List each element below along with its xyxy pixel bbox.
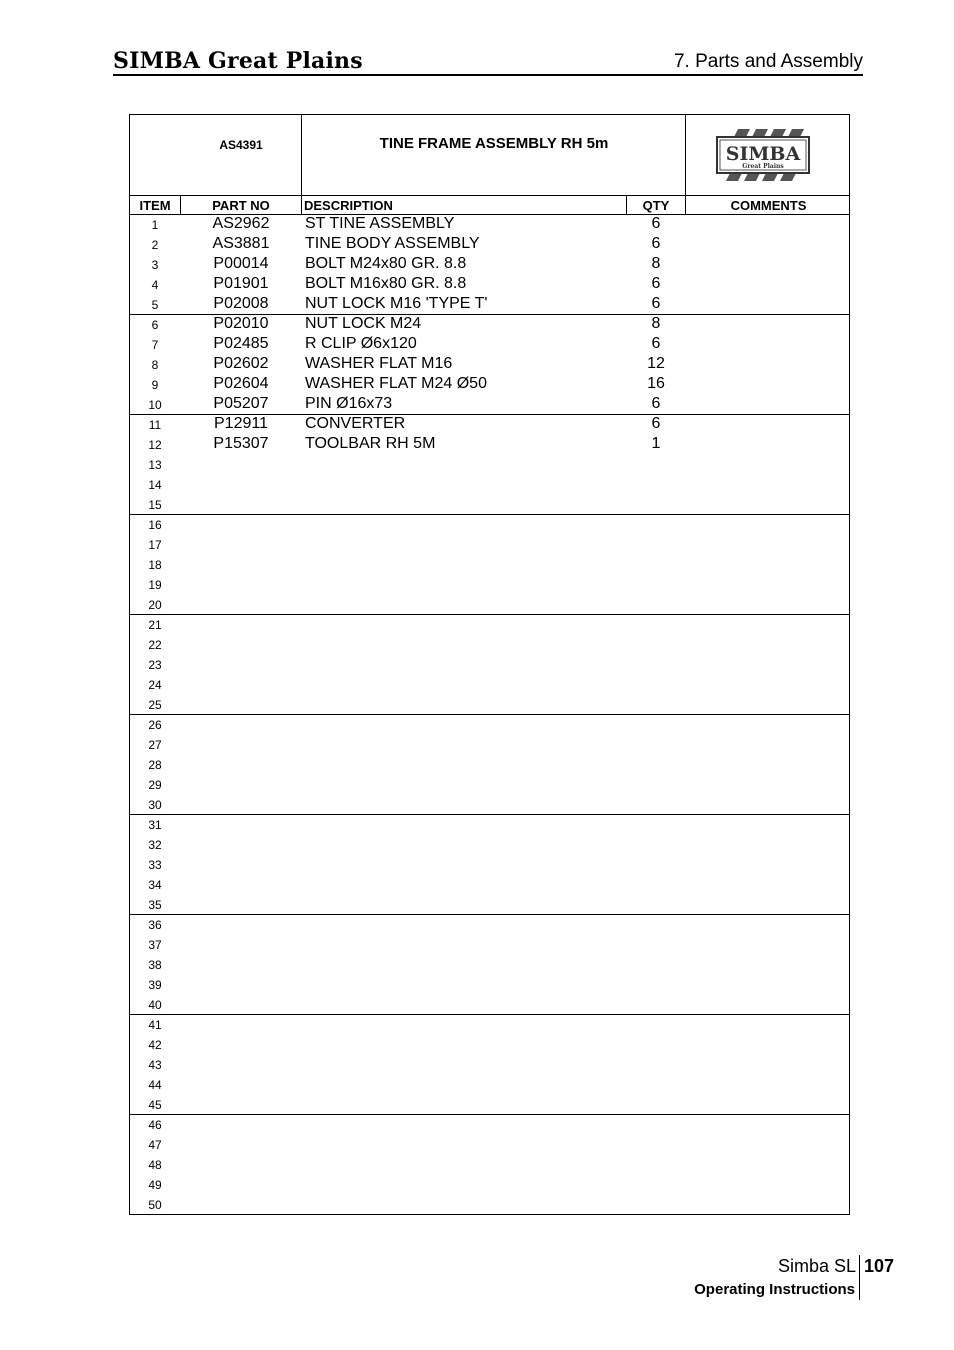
item-number: 35 xyxy=(148,898,162,912)
item-number: 20 xyxy=(148,598,162,612)
item-number: 28 xyxy=(148,758,162,772)
item-number: 13 xyxy=(148,458,162,472)
part-description: ST TINE ASSEMBLY xyxy=(305,215,455,232)
item-number: 46 xyxy=(148,1118,162,1132)
part-number: P12911 xyxy=(214,415,268,432)
table-row xyxy=(130,1035,849,1055)
item-number: 24 xyxy=(148,678,162,692)
item-number: 1 xyxy=(151,218,159,232)
part-quantity: 8 xyxy=(651,315,661,332)
item-number: 23 xyxy=(148,658,162,672)
footer-divider xyxy=(859,1255,860,1300)
table-row xyxy=(130,1015,849,1035)
item-number: 32 xyxy=(148,838,162,852)
assembly-title-block xyxy=(130,115,849,196)
table-row xyxy=(130,1095,849,1115)
part-description: NUT LOCK M16 'TYPE T' xyxy=(305,295,488,312)
table-row xyxy=(130,1055,849,1075)
divider-title-right xyxy=(685,115,686,196)
part-number: P02010 xyxy=(213,315,269,332)
item-number: 2 xyxy=(151,238,159,252)
part-quantity: 6 xyxy=(651,215,661,232)
table-row xyxy=(130,755,849,775)
item-number: 47 xyxy=(148,1138,162,1152)
item-number: 19 xyxy=(148,578,162,592)
footer-page-number: 107 xyxy=(864,1256,895,1276)
item-number: 16 xyxy=(148,518,162,532)
table-row xyxy=(130,535,849,555)
parts-sheet xyxy=(129,114,850,1215)
table-row xyxy=(130,255,849,275)
part-quantity: 6 xyxy=(651,395,661,412)
item-number: 36 xyxy=(148,918,162,932)
table-row xyxy=(130,715,849,735)
table-row xyxy=(130,475,849,495)
item-number: 48 xyxy=(148,1158,162,1172)
part-quantity: 8 xyxy=(651,255,661,272)
part-description: WASHER FLAT M24 Ø50 xyxy=(305,375,487,392)
part-number: P02602 xyxy=(213,355,269,372)
table-row xyxy=(130,235,849,255)
part-quantity: 12 xyxy=(647,355,665,372)
table-row xyxy=(130,355,849,375)
table-row xyxy=(130,455,849,475)
column-header-row xyxy=(130,196,849,215)
footer-model: Simba SL xyxy=(777,1256,856,1276)
table-row xyxy=(130,315,849,335)
item-number: 6 xyxy=(151,318,159,332)
part-description: TOOLBAR RH 5M xyxy=(305,435,436,452)
table-row xyxy=(130,1135,849,1155)
part-description: CONVERTER xyxy=(305,415,406,432)
footer-subtitle: Operating Instructions xyxy=(694,1281,855,1298)
table-row xyxy=(130,795,849,815)
table-row xyxy=(130,655,849,675)
part-number: P00014 xyxy=(213,255,269,272)
item-number: 40 xyxy=(148,998,162,1012)
part-quantity: 6 xyxy=(651,295,661,312)
column-header-qty: QTY xyxy=(642,198,670,213)
assembly-title: TINE FRAME ASSEMBLY RH 5m xyxy=(379,135,609,152)
item-number: 37 xyxy=(148,938,162,952)
item-number: 21 xyxy=(148,618,162,632)
table-row xyxy=(130,975,849,995)
table-row xyxy=(130,435,849,455)
header-section-title: 7. Parts and Assembly xyxy=(673,51,863,72)
table-row xyxy=(130,335,849,355)
table-row xyxy=(130,815,849,835)
table-row xyxy=(130,1195,849,1215)
item-number: 5 xyxy=(151,298,159,312)
item-number: 14 xyxy=(148,478,162,492)
item-number: 38 xyxy=(148,958,162,972)
divider-title-left xyxy=(301,115,302,196)
simba-logo-icon xyxy=(716,127,810,183)
item-number: 8 xyxy=(151,358,159,372)
part-description: TINE BODY ASSEMBLY xyxy=(305,235,480,252)
table-row xyxy=(130,855,849,875)
part-number: AS3881 xyxy=(212,235,270,252)
column-header-part-no: PART NO xyxy=(212,198,270,213)
table-row xyxy=(130,695,849,715)
item-number: 18 xyxy=(148,558,162,572)
column-header-comments: COMMENTS xyxy=(730,198,807,213)
part-number: P05207 xyxy=(213,395,269,412)
table-row xyxy=(130,275,849,295)
table-row xyxy=(130,375,849,395)
logo-subtext: Great Plains xyxy=(742,163,784,170)
table-row xyxy=(130,595,849,615)
item-number: 44 xyxy=(148,1078,162,1092)
part-quantity: 6 xyxy=(651,275,661,292)
item-number: 39 xyxy=(148,978,162,992)
table-row xyxy=(130,495,849,515)
table-row xyxy=(130,895,849,915)
item-number: 9 xyxy=(151,378,159,392)
table-row xyxy=(130,215,849,235)
part-quantity: 16 xyxy=(647,375,665,392)
item-number: 27 xyxy=(148,738,162,752)
part-quantity: 6 xyxy=(651,335,661,352)
table-row xyxy=(130,1115,849,1135)
item-number: 33 xyxy=(148,858,162,872)
table-row xyxy=(130,635,849,655)
item-number: 26 xyxy=(148,718,162,732)
table-row xyxy=(130,1155,849,1175)
table-row xyxy=(130,615,849,635)
item-number: 12 xyxy=(148,438,162,452)
header-rule xyxy=(113,74,863,76)
table-row xyxy=(130,915,849,935)
table-row xyxy=(130,575,849,595)
table-row xyxy=(130,1075,849,1095)
item-number: 49 xyxy=(148,1178,162,1192)
table-row xyxy=(130,515,849,535)
column-header-description: DESCRIPTION xyxy=(304,198,393,213)
part-quantity: 1 xyxy=(651,435,661,452)
item-number: 45 xyxy=(148,1098,162,1112)
item-number: 31 xyxy=(148,818,162,832)
item-number: 41 xyxy=(148,1018,162,1032)
item-number: 42 xyxy=(148,1038,162,1052)
item-number: 10 xyxy=(148,398,162,412)
header-brand: SIMBA Great Plains xyxy=(113,48,363,74)
table-row xyxy=(130,555,849,575)
part-quantity: 6 xyxy=(651,235,661,252)
part-description: PIN Ø16x73 xyxy=(305,395,393,412)
assembly-number: AS4391 xyxy=(219,138,263,152)
item-number: 43 xyxy=(148,1058,162,1072)
part-description: WASHER FLAT M16 xyxy=(305,355,453,372)
table-row xyxy=(130,675,849,695)
table-row xyxy=(130,295,849,315)
part-description: BOLT M24x80 GR. 8.8 xyxy=(305,255,467,272)
table-row xyxy=(130,735,849,755)
table-row xyxy=(130,395,849,415)
part-number: P02008 xyxy=(213,295,269,312)
item-number: 29 xyxy=(148,778,162,792)
item-number: 11 xyxy=(148,418,162,432)
part-quantity: 6 xyxy=(651,415,661,432)
item-number: 50 xyxy=(148,1198,162,1212)
column-header-item: ITEM xyxy=(139,198,171,213)
part-number: AS2962 xyxy=(212,215,270,232)
item-number: 30 xyxy=(148,798,162,812)
part-number: P02604 xyxy=(213,375,269,392)
item-number: 22 xyxy=(148,638,162,652)
item-number: 7 xyxy=(151,338,159,352)
table-row xyxy=(130,875,849,895)
item-number: 34 xyxy=(148,878,162,892)
item-number: 4 xyxy=(151,278,159,292)
part-number: P15307 xyxy=(213,435,269,452)
table-row xyxy=(130,995,849,1015)
table-row xyxy=(130,935,849,955)
part-description: BOLT M16x80 GR. 8.8 xyxy=(305,275,467,292)
item-number: 3 xyxy=(151,258,159,272)
logo-text: SIMBA xyxy=(725,143,801,165)
item-number: 17 xyxy=(148,538,162,552)
table-row xyxy=(130,1175,849,1195)
part-description: R CLIP Ø6x120 xyxy=(305,335,417,352)
part-number: P02485 xyxy=(213,335,269,352)
part-description: NUT LOCK M24 xyxy=(305,315,422,332)
table-row xyxy=(130,775,849,795)
item-number: 15 xyxy=(148,498,162,512)
table-row xyxy=(130,955,849,975)
table-row xyxy=(130,415,849,435)
table-row xyxy=(130,835,849,855)
part-number: P01901 xyxy=(213,275,269,292)
item-number: 25 xyxy=(148,698,162,712)
